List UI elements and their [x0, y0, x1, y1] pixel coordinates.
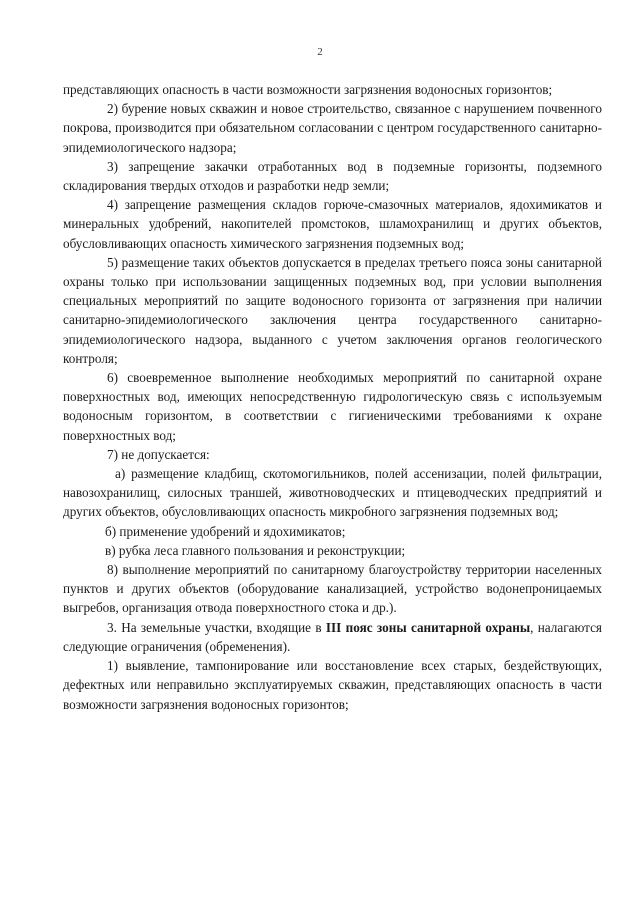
paragraph-continuation: представляющих опасность в части возможности загрязнения водоносных горизонтов;	[63, 82, 553, 97]
paragraph-subitem-b: б) применение удобрений и ядохимикатов;	[105, 523, 346, 539]
paragraph-subitem-a: а) размещение кладбищ, скотомогильников, полей ассенизации, полей фильтрации, навозохранилищ, силосных траншей, животноводческих и птицеводческих предприятий и других объектов, обусловливающих опасность микробного загрязнения подземных вод;	[63, 466, 602, 520]
paragraph-item-8: 8) выполнение мероприятий по санитарному благоустройству территории населенных пунктов и других объектов (оборудование канализацией, устройство водонепроницаемых выгребов, организация отвода поверхностного стока и др.).	[63, 562, 602, 616]
paragraph-subitem-c: в) рубка леса главного пользования и реконструкции;	[105, 542, 406, 558]
paragraph-item-2: 2) бурение новых скважин и новое строительство, связанное с нарушением почвенного покрова, производится при обязательном согласовании с центром государственного санитарно-эпидемиологического надзора;	[63, 101, 602, 155]
page-number: 2	[317, 46, 323, 58]
paragraph-item-3: 3) запрещение закачки отработанных вод в подземные горизонты, подземного складирования твердых отходов и разработки недр земли;	[63, 158, 602, 194]
section-3-zone-name: III пояс зоны санитарной охраны	[325, 619, 531, 635]
paragraph-item-4: 4) запрещение размещения складов горюче-смазочных материалов, ядохимикатов и минеральных удобрений, накопителей промстоков, шламохранилищ и других объектов, обусловливающих опасность химического загрязнения подземных вод;	[63, 197, 602, 251]
document-body	[63, 80, 602, 714]
section-3-ending: , налагаются следующие ограничения (обременения).	[63, 619, 602, 654]
paragraph-item-6: 6) своевременное выполнение необходимых мероприятий по санитарной охране поверхностных вод, имеющих непосредственную гидрологическую связь с используемым водоносным горизонтом, в соответствии с гигиеническими требованиями к охране поверхностных вод;	[63, 370, 602, 443]
paragraph-item-7: 7) не допускается:	[107, 446, 210, 462]
paragraph-item-5: 5) размещение таких объектов допускается в пределах третьего пояса зоны санитарной охраны только при использовании защищенных подземных вод, при условии выполнения специальных мероприятий по защите водоносного горизонта от загрязнения при наличии санитарно-эпидемиологического заключения центра государственного санитарно-эпидемиологического надзора, выданного с учетом заключения органов геологического контроля;	[63, 254, 602, 366]
paragraph-section-3-item-1: 1) выявление, тампонирование или восстановление всех старых, бездействующих, дефектных или неправильно эксплуатируемых скважин, представляющих опасность в части возможности загрязнения водоносных горизонтов;	[63, 658, 602, 712]
paragraph-section-3	[63, 618, 602, 656]
section-3-intro: 3. На земельные участки, входящие в	[107, 619, 326, 635]
